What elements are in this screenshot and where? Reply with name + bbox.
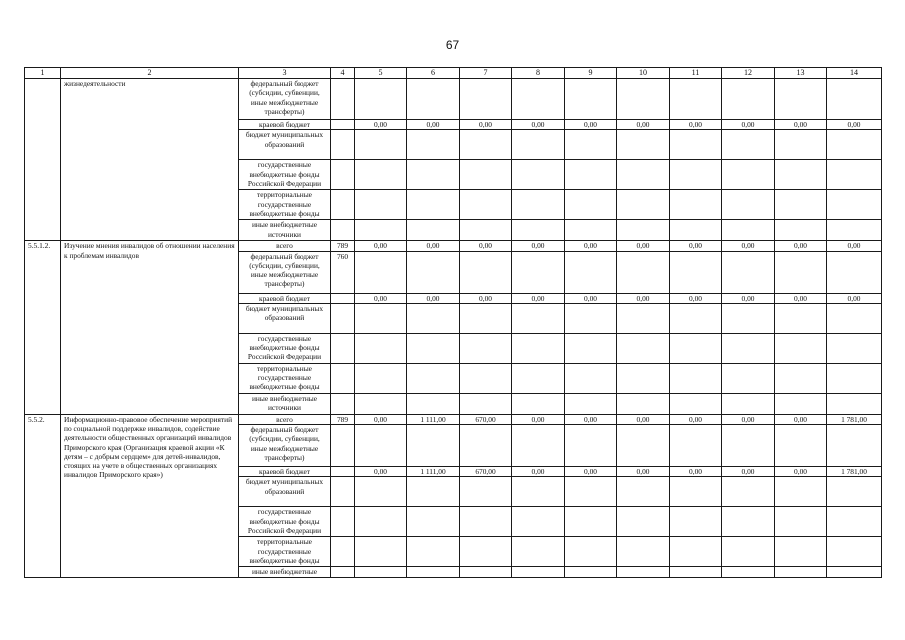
value-cell-col11: 0,00 [670, 293, 722, 303]
value-cell-col10 [617, 363, 670, 393]
value-cell-col8: 0,00 [512, 414, 565, 424]
funding-source: государственные внебюджетные фонды Российской Федерации [239, 160, 331, 190]
code-cell [331, 425, 355, 467]
value-cell-col14: 0,00 [827, 120, 882, 130]
value-cell-col5 [355, 567, 407, 577]
column-header-8: 8 [512, 68, 565, 79]
value-cell-col13 [775, 303, 827, 333]
value-cell-col7 [460, 393, 512, 414]
value-cell-col6 [407, 363, 460, 393]
value-cell-col5 [355, 79, 407, 120]
value-cell-col14 [827, 130, 882, 160]
value-cell-col13: 0,00 [775, 414, 827, 424]
funding-source: краевой бюджет [239, 293, 331, 303]
value-cell-col14 [827, 190, 882, 220]
code-cell: 789 [331, 414, 355, 424]
value-cell-col7: 0,00 [460, 241, 512, 251]
table-header-row [25, 68, 882, 79]
value-cell-col11 [670, 160, 722, 190]
value-cell-col7 [460, 333, 512, 363]
funding-source: государственные внебюджетные фонды Российской Федерации [239, 333, 331, 363]
value-cell-col12 [722, 363, 775, 393]
value-cell-col9 [565, 220, 617, 241]
column-header-6: 6 [407, 68, 460, 79]
value-cell-col10 [617, 507, 670, 537]
value-cell-col10: 0,00 [617, 467, 670, 477]
code-cell [331, 333, 355, 363]
value-cell-col14 [827, 303, 882, 333]
value-cell-col12 [722, 393, 775, 414]
row-description: Информационно-правовое обеспечение мероприятий по социальной поддержке инвалидов, содействие деятельности общественных организаций инвалидов Приморского края (Организация краевой акции «К детям – с добрым сердцем» для детей-инвалидов, стоящих на учете в общественных организациях инвалидов Приморского края») [61, 414, 239, 577]
funding-source: иные внебюджетные источники [239, 220, 331, 241]
code-cell [331, 477, 355, 507]
value-cell-col12 [722, 220, 775, 241]
value-cell-col8 [512, 425, 565, 467]
value-cell-col12 [722, 507, 775, 537]
column-header-5: 5 [355, 68, 407, 79]
value-cell-col12 [722, 303, 775, 333]
value-cell-col5 [355, 507, 407, 537]
code-cell [331, 363, 355, 393]
value-cell-col14 [827, 393, 882, 414]
value-cell-col6 [407, 425, 460, 467]
value-cell-col6 [407, 220, 460, 241]
value-cell-col13 [775, 333, 827, 363]
value-cell-col11: 0,00 [670, 414, 722, 424]
value-cell-col9 [565, 363, 617, 393]
value-cell-col10 [617, 160, 670, 190]
value-cell-col8 [512, 507, 565, 537]
value-cell-col12 [722, 333, 775, 363]
value-cell-col9 [565, 130, 617, 160]
value-cell-col6 [407, 537, 460, 567]
value-cell-col14 [827, 567, 882, 577]
value-cell-col7 [460, 160, 512, 190]
code-cell [331, 507, 355, 537]
value-cell-col9: 0,00 [565, 241, 617, 251]
funding-source: иные внебюджетные источники [239, 393, 331, 414]
code-cell [331, 160, 355, 190]
funding-source: территориальные государственные внебюджетные фонды [239, 363, 331, 393]
value-cell-col11 [670, 425, 722, 467]
value-cell-col12 [722, 425, 775, 467]
code-cell: 760 [331, 251, 355, 293]
table-row [25, 79, 882, 120]
value-cell-col12: 0,00 [722, 293, 775, 303]
value-cell-col13 [775, 130, 827, 160]
value-cell-col5 [355, 333, 407, 363]
code-cell [331, 120, 355, 130]
value-cell-col5: 0,00 [355, 414, 407, 424]
value-cell-col11 [670, 130, 722, 160]
value-cell-col6: 0,00 [407, 293, 460, 303]
value-cell-col9: 0,00 [565, 467, 617, 477]
column-header-1: 1 [25, 68, 61, 79]
value-cell-col10 [617, 303, 670, 333]
value-cell-col9 [565, 79, 617, 120]
value-cell-col11 [670, 507, 722, 537]
value-cell-col6 [407, 393, 460, 414]
value-cell-col10 [617, 333, 670, 363]
value-cell-col5 [355, 190, 407, 220]
value-cell-col10: 0,00 [617, 414, 670, 424]
value-cell-col10 [617, 567, 670, 577]
row-code [25, 79, 61, 241]
column-header-12: 12 [722, 68, 775, 79]
value-cell-col9: 0,00 [565, 414, 617, 424]
value-cell-col8 [512, 393, 565, 414]
value-cell-col6 [407, 477, 460, 507]
value-cell-col9: 0,00 [565, 120, 617, 130]
value-cell-col7 [460, 425, 512, 467]
value-cell-col7 [460, 130, 512, 160]
value-cell-col5 [355, 160, 407, 190]
value-cell-col11: 0,00 [670, 467, 722, 477]
value-cell-col6: 0,00 [407, 241, 460, 251]
funding-source: бюджет муниципальных образований [239, 130, 331, 160]
value-cell-col9 [565, 251, 617, 293]
value-cell-col7 [460, 477, 512, 507]
value-cell-col8 [512, 363, 565, 393]
value-cell-col7: 670,00 [460, 467, 512, 477]
value-cell-col9 [565, 567, 617, 577]
value-cell-col12 [722, 537, 775, 567]
value-cell-col11: 0,00 [670, 241, 722, 251]
value-cell-col8: 0,00 [512, 293, 565, 303]
value-cell-col9 [565, 507, 617, 537]
funding-source: федеральный бюджет (субсидии, субвенции, иные межбюджетные трансферты) [239, 251, 331, 293]
value-cell-col8 [512, 251, 565, 293]
value-cell-col9 [565, 537, 617, 567]
value-cell-col14: 0,00 [827, 293, 882, 303]
value-cell-col13 [775, 393, 827, 414]
code-cell [331, 79, 355, 120]
value-cell-col14 [827, 220, 882, 241]
value-cell-col8 [512, 220, 565, 241]
value-cell-col8 [512, 333, 565, 363]
value-cell-col11 [670, 79, 722, 120]
value-cell-col7 [460, 567, 512, 577]
column-header-4: 4 [331, 68, 355, 79]
value-cell-col10 [617, 79, 670, 120]
funding-source: всего [239, 241, 331, 251]
value-cell-col5: 0,00 [355, 241, 407, 251]
value-cell-col12 [722, 251, 775, 293]
value-cell-col6: 0,00 [407, 120, 460, 130]
value-cell-col12 [722, 160, 775, 190]
value-cell-col8 [512, 190, 565, 220]
column-header-14: 14 [827, 68, 882, 79]
value-cell-col13 [775, 363, 827, 393]
funding-source: краевой бюджет [239, 120, 331, 130]
value-cell-col7 [460, 79, 512, 120]
value-cell-col13 [775, 160, 827, 190]
row-code: 5.5.2. [25, 414, 61, 577]
value-cell-col13 [775, 425, 827, 467]
value-cell-col6 [407, 567, 460, 577]
value-cell-col13: 0,00 [775, 467, 827, 477]
value-cell-col14 [827, 333, 882, 363]
column-header-9: 9 [565, 68, 617, 79]
code-cell [331, 567, 355, 577]
value-cell-col13 [775, 507, 827, 537]
value-cell-col7: 0,00 [460, 293, 512, 303]
code-cell [331, 393, 355, 414]
value-cell-col13: 0,00 [775, 241, 827, 251]
value-cell-col10 [617, 477, 670, 507]
value-cell-col9 [565, 393, 617, 414]
code-cell [331, 130, 355, 160]
value-cell-col9 [565, 160, 617, 190]
value-cell-col14 [827, 477, 882, 507]
value-cell-col9 [565, 477, 617, 507]
value-cell-col6 [407, 190, 460, 220]
value-cell-col14 [827, 79, 882, 120]
table-body [25, 68, 882, 578]
value-cell-col7 [460, 507, 512, 537]
value-cell-col11 [670, 251, 722, 293]
value-cell-col14: 1 781,00 [827, 467, 882, 477]
value-cell-col8 [512, 567, 565, 577]
value-cell-col6 [407, 160, 460, 190]
code-cell [331, 537, 355, 567]
value-cell-col8 [512, 160, 565, 190]
value-cell-col5: 0,00 [355, 120, 407, 130]
code-cell [331, 190, 355, 220]
value-cell-col7 [460, 251, 512, 293]
value-cell-col7 [460, 190, 512, 220]
funding-source: федеральный бюджет (субсидии, субвенции, иные межбюджетные трансферты) [239, 425, 331, 467]
value-cell-col12 [722, 190, 775, 220]
value-cell-col5 [355, 477, 407, 507]
value-cell-col5 [355, 251, 407, 293]
value-cell-col12 [722, 79, 775, 120]
value-cell-col11 [670, 567, 722, 577]
value-cell-col5 [355, 425, 407, 467]
value-cell-col14 [827, 251, 882, 293]
value-cell-col13: 0,00 [775, 293, 827, 303]
value-cell-col13 [775, 79, 827, 120]
value-cell-col11 [670, 363, 722, 393]
value-cell-col7 [460, 303, 512, 333]
value-cell-col13 [775, 190, 827, 220]
code-cell [331, 220, 355, 241]
budget-table [24, 67, 882, 578]
value-cell-col13 [775, 537, 827, 567]
value-cell-col12 [722, 130, 775, 160]
value-cell-col11 [670, 393, 722, 414]
value-cell-col7 [460, 537, 512, 567]
code-cell [331, 303, 355, 333]
value-cell-col11 [670, 190, 722, 220]
value-cell-col5 [355, 537, 407, 567]
value-cell-col10 [617, 537, 670, 567]
value-cell-col14: 1 781,00 [827, 414, 882, 424]
value-cell-col12 [722, 567, 775, 577]
value-cell-col13 [775, 567, 827, 577]
value-cell-col13: 0,00 [775, 120, 827, 130]
column-header-11: 11 [670, 68, 722, 79]
funding-source: территориальные государственные внебюджетные фонды [239, 190, 331, 220]
value-cell-col14 [827, 425, 882, 467]
column-header-7: 7 [460, 68, 512, 79]
value-cell-col12: 0,00 [722, 414, 775, 424]
column-header-10: 10 [617, 68, 670, 79]
value-cell-col9 [565, 425, 617, 467]
column-header-13: 13 [775, 68, 827, 79]
code-cell: 789 [331, 241, 355, 251]
value-cell-col12: 0,00 [722, 120, 775, 130]
value-cell-col6 [407, 333, 460, 363]
funding-source: бюджет муниципальных образований [239, 477, 331, 507]
funding-source: всего [239, 414, 331, 424]
funding-source: краевой бюджет [239, 467, 331, 477]
value-cell-col11: 0,00 [670, 120, 722, 130]
value-cell-col8: 0,00 [512, 467, 565, 477]
code-cell [331, 467, 355, 477]
value-cell-col14 [827, 363, 882, 393]
value-cell-col10 [617, 130, 670, 160]
page-number: 67 [445, 38, 460, 52]
value-cell-col5 [355, 303, 407, 333]
value-cell-col6 [407, 79, 460, 120]
value-cell-col5: 0,00 [355, 293, 407, 303]
value-cell-col8 [512, 477, 565, 507]
row-description: жизнедеятельности [61, 79, 239, 241]
value-cell-col14 [827, 537, 882, 567]
row-description: Изучение мнения инвалидов об отношении населения к проблемам инвалидов [61, 241, 239, 415]
funding-source: федеральный бюджет (субсидии, субвенции, иные межбюджетные трансферты) [239, 79, 331, 120]
value-cell-col10 [617, 190, 670, 220]
value-cell-col13 [775, 251, 827, 293]
value-cell-col5 [355, 393, 407, 414]
value-cell-col10: 0,00 [617, 241, 670, 251]
value-cell-col14 [827, 160, 882, 190]
value-cell-col11 [670, 333, 722, 363]
value-cell-col8: 0,00 [512, 241, 565, 251]
value-cell-col7: 0,00 [460, 120, 512, 130]
value-cell-col6: 1 111,00 [407, 467, 460, 477]
column-header-3: 3 [239, 68, 331, 79]
value-cell-col11 [670, 537, 722, 567]
value-cell-col9 [565, 303, 617, 333]
value-cell-col7 [460, 220, 512, 241]
value-cell-col8 [512, 537, 565, 567]
funding-source: государственные внебюджетные фонды Российской Федерации [239, 507, 331, 537]
value-cell-col13 [775, 477, 827, 507]
value-cell-col5 [355, 363, 407, 393]
table-row [25, 414, 882, 424]
value-cell-col9 [565, 333, 617, 363]
value-cell-col9 [565, 190, 617, 220]
value-cell-col5: 0,00 [355, 467, 407, 477]
value-cell-col8: 0,00 [512, 120, 565, 130]
value-cell-col7 [460, 363, 512, 393]
value-cell-col6 [407, 251, 460, 293]
value-cell-col13 [775, 220, 827, 241]
value-cell-col6 [407, 130, 460, 160]
funding-source: территориальные государственные внебюджетные фонды [239, 537, 331, 567]
value-cell-col10 [617, 220, 670, 241]
funding-source: бюджет муниципальных образований [239, 303, 331, 333]
value-cell-col9: 0,00 [565, 293, 617, 303]
code-cell [331, 293, 355, 303]
value-cell-col5 [355, 130, 407, 160]
value-cell-col6: 1 111,00 [407, 414, 460, 424]
value-cell-col7: 670,00 [460, 414, 512, 424]
value-cell-col10 [617, 393, 670, 414]
column-header-2: 2 [61, 68, 239, 79]
value-cell-col8 [512, 79, 565, 120]
value-cell-col11 [670, 220, 722, 241]
value-cell-col11 [670, 303, 722, 333]
value-cell-col5 [355, 220, 407, 241]
value-cell-col10 [617, 251, 670, 293]
value-cell-col10 [617, 425, 670, 467]
value-cell-col12 [722, 477, 775, 507]
value-cell-col8 [512, 130, 565, 160]
value-cell-col14 [827, 507, 882, 537]
value-cell-col12: 0,00 [722, 241, 775, 251]
funding-source: иные внебюджетные [239, 567, 331, 577]
value-cell-col8 [512, 303, 565, 333]
table-row [25, 241, 882, 251]
value-cell-col6 [407, 303, 460, 333]
value-cell-col10: 0,00 [617, 293, 670, 303]
value-cell-col6 [407, 507, 460, 537]
value-cell-col10: 0,00 [617, 120, 670, 130]
value-cell-col11 [670, 477, 722, 507]
row-code: 5.5.1.2. [25, 241, 61, 415]
value-cell-col12: 0,00 [722, 467, 775, 477]
value-cell-col14: 0,00 [827, 241, 882, 251]
